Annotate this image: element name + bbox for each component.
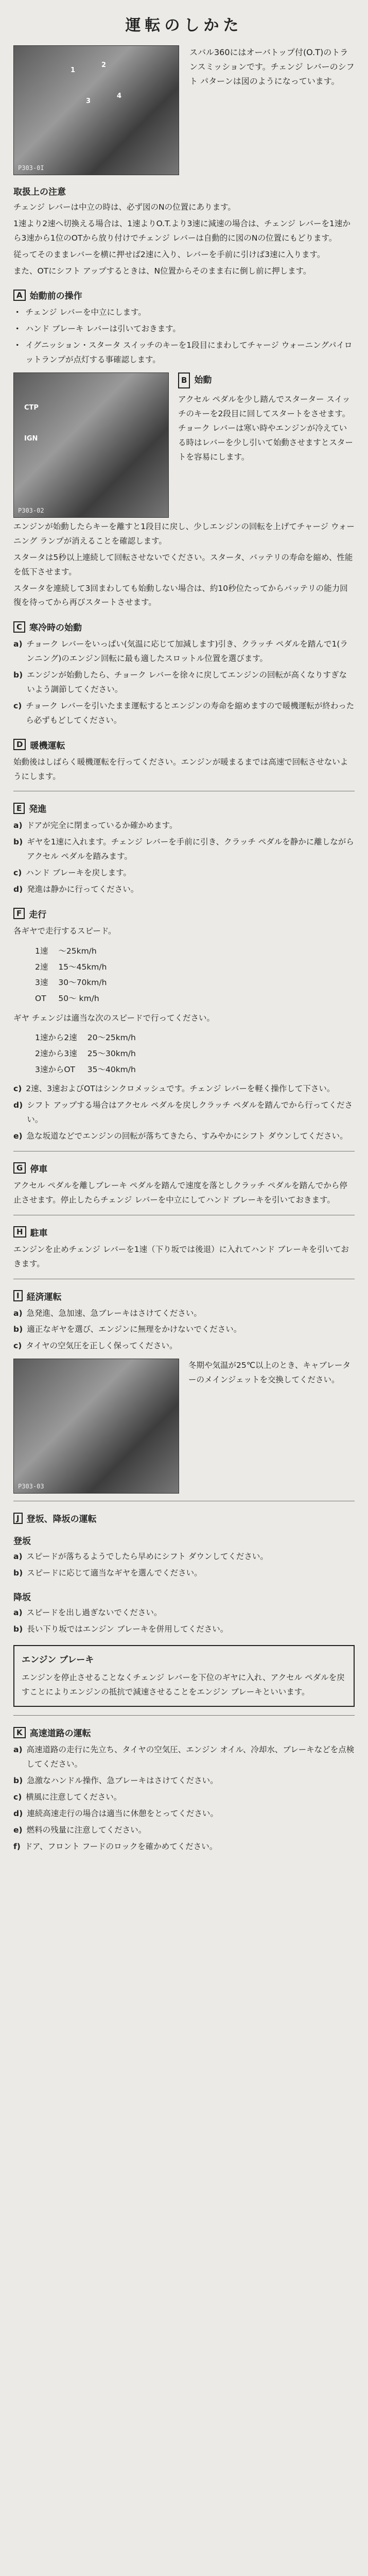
general-paragraph: 1速より2速へ切換える場合は、1速よりO.T.より3速に減速の場合は、チェンジ レバーを1速から3速から1位のOTから放り付けでチェンジ レバーは自動的に図のNの位置にもどります。 xyxy=(13,218,351,243)
section-i-heading xyxy=(13,1290,355,1302)
section-title: 走行 xyxy=(29,909,47,920)
section-b-paragraph: スタータは5秒以上連続して回転させないでください。スタータ、バッテリの寿命を縮め、性能を低下させます。 xyxy=(13,552,353,577)
list-item: ・ ハンド ブレーキ レバーは引いておきます。 xyxy=(13,324,181,334)
list-item: b) エンジンが始動したら、チョーク レバーを徐々に戻してエンジンの回転が高くなりすぎないよう調節してください。 xyxy=(13,670,347,694)
list-item: a) チョーク レバーをいっぱい(気温に応じて加減します)引き、クラッチ ペダルを踏んで1(ランニング)のエンジン回転に最も適したスロットル位置を選びます。 xyxy=(13,639,348,664)
section-b-paragraph: スタータを連続して3回まわしても始動しない場合は、約10秒位たってからバッテリの能力回復を待ってから再びスタートさせます。 xyxy=(13,583,348,607)
list-item: f) ドア、フロント フードのロックを確かめてください。 xyxy=(13,1841,218,1851)
section-g-paragraph: アクセル ペダルを離しブレーキ ペダルを踏んで速度を落としクラッチ ペダルを踏んでから停止させます。停止したらチェンジ レバーを中立にしてハンド ブレーキを引いておきます。 xyxy=(13,1180,347,1205)
list-item: ・ チェンジ レバーを中立にします。 xyxy=(13,308,146,317)
section-mark: H xyxy=(13,1226,26,1238)
section-mark: F xyxy=(13,908,25,919)
list-item: c) チョーク レバーを引いたまま運転するとエンジンの寿命を縮めますので暖機運転が終わったら必ずもどしてください。 xyxy=(13,701,355,725)
table-row: 3速からOT 35〜40km/h xyxy=(35,1064,136,1074)
section-mark: I xyxy=(13,1290,23,1301)
table-row: 1速から2速 20〜25km/h xyxy=(35,1033,136,1043)
table-row: 2速から3速 25〜30km/h xyxy=(35,1049,136,1059)
list-item: e) 燃料の残量に注意してください。 xyxy=(13,1825,147,1835)
section-b xyxy=(13,372,355,518)
list-item: c) 2速、3速およびOTはシンクロメッシュです。チェンジ レバーを軽く操作して下さい。 xyxy=(13,1084,335,1094)
table-row: 3速 30〜70km/h xyxy=(35,978,107,988)
section-title: 経済運転 xyxy=(26,1292,62,1302)
section-mark: C xyxy=(13,621,25,633)
general-heading: 取扱上の注意 xyxy=(13,187,66,197)
section-e-heading xyxy=(13,802,355,815)
page-title: 運転のしかた xyxy=(125,16,243,35)
table-row: 2速 15〜45km/h xyxy=(35,962,107,972)
section-k-heading xyxy=(13,1726,355,1739)
box-text: エンジンを停止させることなくチェンジ レバーを下位のギヤに入れ、アクセル ペダルを戻すことによりエンジンの抵抗で減速させることをエンジン ブレーキといいます。 xyxy=(22,1673,345,1697)
general-paragraph: 従ってそのままレバーを横に押せば2速に入り、レバーを手前に引けば3速に入ります。 xyxy=(13,249,325,259)
figure-label: P303-0I xyxy=(18,164,44,172)
box-title: エンジン ブレーキ xyxy=(22,1654,94,1665)
list-item: b) 長い下り坂ではエンジン ブレーキを併用してください。 xyxy=(13,1624,229,1634)
section-j-heading xyxy=(13,1512,355,1524)
section-a-heading xyxy=(13,289,355,301)
list-item: a) スピードが落ちるようでしたら早めにシフト ダウンしてください。 xyxy=(13,1552,268,1562)
speed-table xyxy=(34,943,117,1007)
section-f-heading xyxy=(13,907,355,920)
intro-section xyxy=(13,45,355,175)
list-item: d) 連続高速走行の場合は適当に休憩をとってください。 xyxy=(13,1808,218,1818)
list-item: e) 急な坂道などでエンジンの回転が落ちてきたら、すみやかにシフト ダウンしてください。 xyxy=(13,1131,348,1141)
list-item: c) 横風に注意してください。 xyxy=(13,1792,122,1802)
callout-ign: IGN xyxy=(24,435,38,443)
section-b-side xyxy=(178,372,355,464)
figure-label: P303-02 xyxy=(18,507,44,515)
carburetor-photo xyxy=(13,1359,179,1494)
section-mark: J xyxy=(13,1513,23,1524)
list-item: a) 高速道路の走行に先立ち、タイヤの空気圧、エンジン オイル、冷却水、ブレーキなどを点検してください。 xyxy=(13,1745,355,1769)
callout-1: 1 xyxy=(71,66,76,74)
list-item: a) スピードを出し過ぎないでください。 xyxy=(13,1608,162,1617)
section-title: 始動前の操作 xyxy=(29,291,82,302)
callout-ctp: CTP xyxy=(24,404,39,412)
section-h-paragraph: エンジンを止めチェンジ レバーを1速（下り坂では後退）に入れてハンド ブレーキを引いておきます。 xyxy=(13,1244,349,1268)
list-item: d) 発進は静かに行ってください。 xyxy=(13,885,139,894)
section-g-heading xyxy=(13,1162,355,1175)
section-title: 発進 xyxy=(29,804,47,815)
section-b-paragraph: エンジンが始動したらキーを離すと1段目に戻し、少しエンジンの回転を上げてチャージ ウォーニング ランプが消えることを確認します。 xyxy=(13,522,355,546)
section-h-heading xyxy=(13,1226,355,1239)
section-title: 始動 xyxy=(194,375,212,386)
section-mark: D xyxy=(13,739,26,750)
change-table xyxy=(34,1029,146,1078)
section-b-side-text: アクセル ペダルを少し踏んでスターター スイッチのキーを2段目に回してスタートをさせます。チョーク レバーは寒い時やエンジンが冷えている時はレバーを少し引いて始動させますとスタートを容易にします。 xyxy=(178,395,353,462)
list-item: c) タイヤの空気圧を正しく保ってください。 xyxy=(13,1341,178,1351)
engine-start-photo xyxy=(13,372,169,518)
list-item: d) シフト アップする場合はアクセル ペダルを戻しクラッチ ペダルを踏んでから行ってください。 xyxy=(13,1100,353,1125)
section-d-heading xyxy=(13,738,355,751)
list-item: a) ドアが完全に閉まっているか確かめます。 xyxy=(13,821,178,831)
list-item: a) 急発進、急加速、急ブレーキはさけてください。 xyxy=(13,1308,202,1318)
table-row: 1速 〜25km/h xyxy=(35,946,97,956)
section-f-change-intro: ギヤ チェンジは適当な次のスピードで行ってください。 xyxy=(13,1013,215,1023)
section-mark: A xyxy=(13,290,26,301)
section-title: 停車 xyxy=(30,1164,48,1175)
table-row: OT 50〜 km/h xyxy=(35,993,99,1003)
section-title: 高速道路の運転 xyxy=(29,1728,91,1739)
section-title: 登坂、降坂の運転 xyxy=(26,1514,97,1525)
list-item: c) ハンド ブレーキを戻します。 xyxy=(13,868,131,878)
callout-3: 3 xyxy=(86,97,91,105)
list-item: b) 急激なハンドル操作、急ブレーキはさけてください。 xyxy=(13,1775,218,1785)
shift-lever-photo xyxy=(13,45,179,175)
section-mark: K xyxy=(13,1727,26,1738)
section-mark: B xyxy=(178,372,190,388)
section-title: 寒冷時の始動 xyxy=(29,623,82,634)
section-mark: G xyxy=(13,1162,26,1174)
list-item: ・ イグニッション・スタータ スイッチのキーを1段目にまわしてチャージ ウォーニングパイロットランプが点灯する事確認します。 xyxy=(13,341,353,365)
engine-brake-box xyxy=(13,1645,355,1707)
list-item: b) ギヤを1速に入れます。チェンジ レバーを手前に引き、クラッチ ペダルを静かに離しながらアクセル ペダルを踏みます。 xyxy=(13,837,354,861)
callout-2: 2 xyxy=(101,61,107,69)
section-c-heading xyxy=(13,620,355,633)
section-i-side-text: 冬期や気温が25℃以上のとき、キャブレーターのメインジェットを交換してください。 xyxy=(188,1361,351,1385)
list-item: b) 適正なギヤを選び、エンジンに無理をかけないでください。 xyxy=(13,1325,242,1334)
section-d-paragraph: 始動後はしばらく暖機運転を行ってください。エンジンが暖まるまでは高速で回転させないようにします。 xyxy=(13,757,348,781)
section-f-intro: 各ギヤで走行するスピード。 xyxy=(13,926,116,936)
section-i-figure-row xyxy=(13,1359,355,1494)
section-title: 駐車 xyxy=(30,1228,48,1239)
section-mark: E xyxy=(13,803,25,814)
general-paragraph: チェンジ レバーは中立の時は、必ず図のNの位置にあります。 xyxy=(13,202,236,212)
figure-label: P303-03 xyxy=(18,1483,44,1490)
intro-text: スバル360にはオーバトップ付(O.T)のトランスミッションです。チェンジ レバーのシフト パターンは図のようになっています。 xyxy=(189,47,355,86)
section-title: 暖機運転 xyxy=(30,740,65,751)
section-b-heading xyxy=(178,372,355,388)
divider xyxy=(13,1715,355,1716)
general-paragraph: また、OTにシフト アップするときは、N位置からそのまま右に倒し前に押します。 xyxy=(13,266,311,276)
callout-4: 4 xyxy=(117,92,122,100)
list-item: b) スピードに応じて適当なギヤを選んでください。 xyxy=(13,1568,202,1578)
subheading-uphill: 登坂 xyxy=(13,1536,31,1547)
subheading-downhill: 降坂 xyxy=(13,1592,31,1603)
